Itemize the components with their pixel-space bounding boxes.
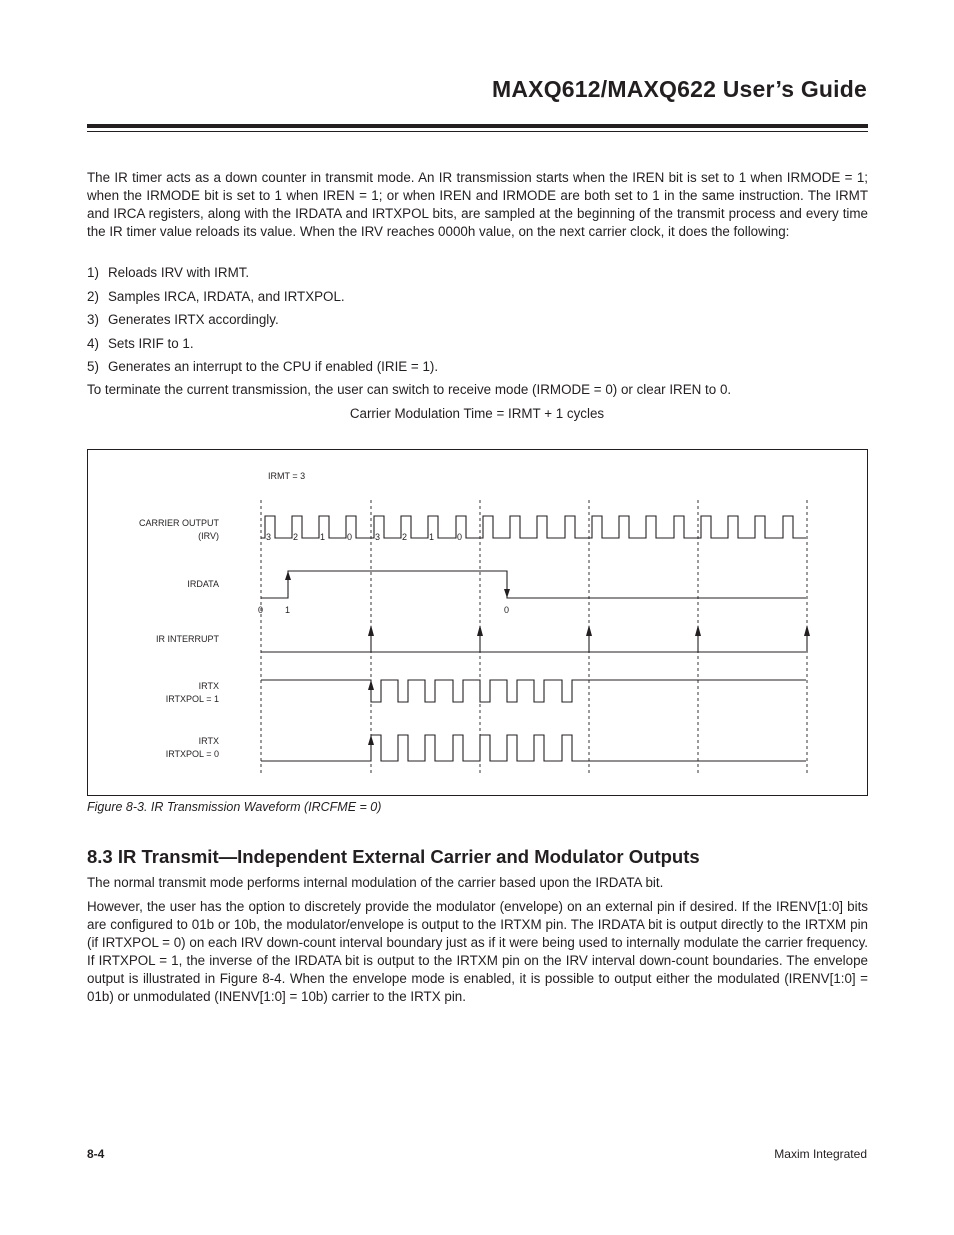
signal-label-carrier: CARRIER OUTPUT (138, 518, 219, 528)
terminate-paragraph: To terminate the current transmission, the user can switch to receive mode (IRMODE = 0) or clear IREN to 0. (87, 382, 732, 397)
irdata-rise-arrow (285, 571, 291, 580)
list-item: 1) Reloads IRV with IRMT. (87, 265, 250, 280)
irv-count: 2 (293, 532, 299, 542)
irv-count: 3 (375, 532, 381, 542)
signal-label-irdata: IRDATA (187, 579, 219, 589)
list-item: 4) Sets IRIF to 1. (87, 335, 194, 351)
irdata-fall-arrow (504, 589, 510, 598)
waveform-figure (87, 449, 868, 796)
page-number: 8-4 (87, 1147, 105, 1161)
signal-label-carrier-irv: (IRV) (198, 531, 219, 541)
interrupt-arrow (695, 625, 701, 636)
waveform-diagram (88, 450, 867, 795)
header-rule-thin (87, 131, 868, 132)
irv-count: 0 (457, 532, 463, 542)
signal-label-interrupt: IR INTERRUPT (156, 634, 219, 644)
signal-label-irtxpol1: IRTXPOL = 1 (165, 694, 219, 704)
irv-count: 2 (402, 532, 408, 542)
irtx-pol1-waveform (261, 680, 806, 702)
irv-count: 1 (429, 532, 435, 542)
irv-count: 3 (266, 532, 272, 542)
irtx-pol0-arrow (368, 735, 374, 745)
equation: Carrier Modulation Time = IRMT + 1 cycles (349, 406, 605, 421)
list-item: 3) Generates IRTX accordingly. (87, 312, 279, 327)
irdata-value: 0 (258, 605, 264, 615)
header-rule-thick (87, 124, 868, 128)
irtx-pol0-waveform (261, 735, 806, 761)
irmt-label: IRMT = 3 (268, 471, 306, 481)
figure-caption: Figure 8-3. IR Transmission Waveform (IRCFME = 0) (87, 800, 382, 814)
irdata-value: 1 (285, 605, 291, 615)
carrier-waveform (261, 516, 806, 538)
interrupt-arrow (586, 625, 592, 636)
irv-count: 0 (347, 532, 353, 542)
section-heading: 8.3 IR Transmit—Independent External Carrier and Modulator Outputs (87, 846, 700, 867)
list-item: 2) Samples IRCA, IRDATA, and IRTXPOL. (87, 288, 345, 304)
irdata-value: 0 (504, 605, 510, 615)
intro-paragraph: The IR timer acts as a down counter in transmit mode. An IR transmission starts when the IREN bit is set to 1 when IRMODE = 1; when the IRMODE bit is set to 1 when IREN = 1; or when IREN and IRMODE are both set to 1 in the same instruction. The IRMT and IRCA registers, along with the IRDATA and IRTXPOL bits, are sampled at the beginning of the transmit process and every time the IR timer value reloads its value. When the IRV reaches 0000h value, on the next carrier clock, it does the following: (87, 170, 868, 239)
step-list (87, 264, 438, 382)
interrupt-arrow (368, 625, 374, 636)
irtx-pol1-arrow (368, 680, 374, 690)
section-paragraph-2: However, the user has the option to discretely provide the modulator (envelope) on an external pin if desired. If the IRENV[1:0] bits are configured to 01b or 10b, the modulator/envelope is output to the IRTXM pin. The IRDATA bit is output directly to the IRTXM pin (if IRTXPOL = 0) on each IRV down-count interval boundary just as if it were being used to internally modulate the carrier frequency. If IRTXPOL = 1, the inverse of the IRDATA bit is output to the IRTXM pin on the IRV interval down-count boundaries. The envelope output is illustrated in Figure 8-4. When the envelope mode is enabled, it is possible to output either the modulated (IRENV[1:0] = 01b) or unmodulated (INENV[1:0] = 10b) carrier to the IRTX pin. (87, 899, 868, 1004)
irdata-waveform (261, 571, 806, 598)
interrupt-arrow (804, 625, 810, 636)
signal-label-irtxpol0: IRTXPOL = 0 (165, 749, 219, 759)
signal-label-irtx1: IRTX (198, 681, 219, 691)
interrupt-arrow (477, 625, 483, 636)
list-item: 5) Generates an interrupt to the CPU if enabled (IRIE = 1). (87, 359, 439, 374)
signal-label-irtx0: IRTX (198, 736, 219, 746)
irv-count: 1 (320, 532, 326, 542)
section-paragraph-1: The normal transmit mode performs internal modulation of the carrier based upon the IRDATA bit. (87, 875, 664, 890)
document-title: MAXQ612/MAXQ622 User’s Guide (491, 76, 867, 102)
footer-company: Maxim Integrated (774, 1147, 867, 1161)
